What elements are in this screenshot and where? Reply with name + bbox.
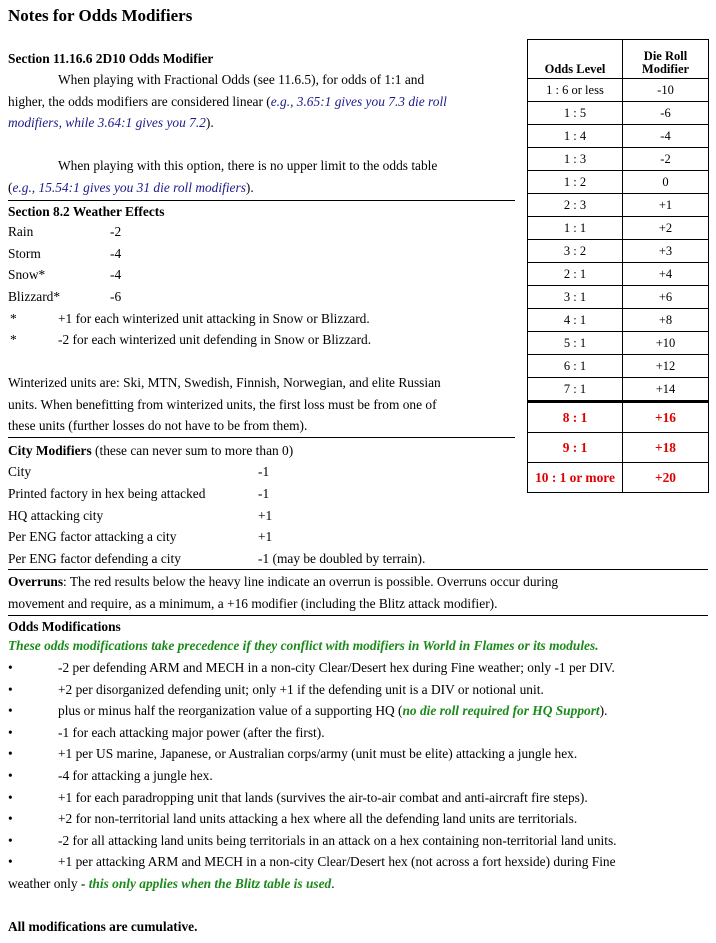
odds-cell: 1 : 5 [528, 102, 623, 125]
weather-note: -2 for each winterized unit defending in Snow or Blizzard. [58, 332, 372, 347]
city-row: Per ENG factor defending a city [8, 551, 181, 566]
odds-mod-item: -4 for attacking a jungle hex. [58, 768, 213, 783]
weather-row: Storm [8, 246, 41, 261]
modifier-cell: +12 [623, 355, 709, 378]
city-row: HQ attacking city [8, 508, 104, 523]
modifier-cell: +3 [623, 240, 709, 263]
modifier-cell: -6 [623, 102, 709, 125]
odds-mod-item: +1 for each paradropping unit that lands (survives the air-to-air combat and anti-aircraft fire steps). [58, 790, 588, 805]
bullet: • [8, 703, 13, 718]
weather-row: Snow* [8, 267, 46, 282]
odds-cell: 8 : 1 [528, 402, 623, 433]
table-row [528, 332, 709, 355]
modifier-cell: -10 [623, 79, 709, 102]
city-value: -1 [258, 464, 270, 479]
odds-cell: 1 : 6 or less [528, 79, 623, 102]
odds-mod-item: plus or minus half the reorganization value of a supporting HQ (no die roll required for HQ Support). [58, 703, 608, 718]
bullet: • [8, 854, 13, 869]
modifier-cell: +8 [623, 309, 709, 332]
table-row [528, 171, 709, 194]
odds-cell: 9 : 1 [528, 433, 623, 463]
divider [8, 615, 708, 616]
section-city-heading: City Modifiers (these can never sum to more than 0) [8, 443, 294, 458]
modifier-cell: +14 [623, 378, 709, 402]
modifier-cell: -2 [623, 148, 709, 171]
weather-value: -2 [110, 224, 122, 239]
modifier-cell: +20 [623, 463, 709, 493]
table-row [528, 79, 709, 102]
odds-paragraph-1-line-1: When playing with Fractional Odds (see 11.6.5), for odds of 1:1 and [58, 72, 425, 87]
modifier-cell: +2 [623, 217, 709, 240]
weather-note: +1 for each winterized unit attacking in Snow or Blizzard. [58, 311, 370, 326]
table-row [528, 217, 709, 240]
modifier-cell: -4 [623, 125, 709, 148]
overruns-line-1: Overruns: The red results below the heavy line indicate an overrun is possible. Overruns occur during [8, 574, 559, 589]
odds-mod-item: +2 per disorganized defending unit; only +1 if the defending unit is a DIV or notional unit. [58, 682, 544, 697]
weather-value: -4 [110, 246, 122, 261]
odds-cell: 4 : 1 [528, 309, 623, 332]
bullet: • [8, 790, 13, 805]
odds-cell: 1 : 2 [528, 171, 623, 194]
odds-mods-heading: Odds Modifications [8, 619, 121, 634]
city-row: Per ENG factor attacking a city [8, 529, 177, 544]
city-value: -1 (may be doubled by terrain). [258, 551, 426, 566]
odds-cell: 2 : 3 [528, 194, 623, 217]
modifier-cell: +16 [623, 402, 709, 433]
table-row [528, 355, 709, 378]
odds-cell: 1 : 4 [528, 125, 623, 148]
odds-level-header: Odds Level [528, 40, 623, 79]
weather-row: Rain [8, 224, 34, 239]
odds-mod-item: +1 per attacking ARM and MECH in a non-city Clear/Desert hex (not across a fort hexside) during Fine [58, 854, 616, 869]
odds-paragraph-2-line-2: (e.g., 15.54:1 gives you 31 die roll modifiers). [8, 180, 254, 195]
odds-paragraph-1-line-3: modifiers, while 3.64:1 gives you 7.2). [8, 115, 214, 130]
odds-mod-item: -1 for each attacking major power (after the first). [58, 725, 325, 740]
winterized-line-3: these units (further losses do not have to be from them). [8, 418, 308, 433]
winterized-line-2: units. When benefitting from winterized units, the first loss must be from one of [8, 397, 437, 412]
city-row: Printed factory in hex being attacked [8, 486, 206, 501]
weather-value: -6 [110, 289, 122, 304]
overruns-line-2: movement and require, as a minimum, a +16 modifier (including the Blitz attack modifier). [8, 596, 498, 611]
page-title: Notes for Odds Modifiers [8, 6, 193, 25]
odds-cell: 3 : 1 [528, 286, 623, 309]
weather-note-mark: * [10, 311, 17, 326]
modifier-cell: +6 [623, 286, 709, 309]
table-row [528, 309, 709, 332]
table-row [528, 125, 709, 148]
city-value: -1 [258, 486, 270, 501]
table-row [528, 263, 709, 286]
table-row [528, 240, 709, 263]
bullet: • [8, 682, 13, 697]
weather-note-mark: * [10, 332, 17, 347]
city-value: +1 [258, 529, 273, 544]
odds-cell: 3 : 2 [528, 240, 623, 263]
table-row [528, 286, 709, 309]
weather-row: Blizzard* [8, 289, 61, 304]
overrun-row [528, 402, 709, 433]
odds-cell: 1 : 3 [528, 148, 623, 171]
bullet: • [8, 660, 13, 675]
modifier-cell: +10 [623, 332, 709, 355]
odds-mod-item: +2 for non-territorial land units attacking a hex where all the defending land units are territorials. [58, 811, 578, 826]
odds-cell: 2 : 1 [528, 263, 623, 286]
odds-paragraph-1-line-2: higher, the odds modifiers are considered linear (e.g., 3.65:1 gives you 7.3 die roll [8, 94, 447, 109]
odds-paragraph-2-line-1: When playing with this option, there is no upper limit to the odds table [58, 158, 438, 173]
bullet: • [8, 768, 13, 783]
divider [8, 437, 515, 438]
odds-mod-item: -2 for all attacking land units being territorials in an attack on a hex containing non-territorial land units. [58, 833, 617, 848]
modifier-cell: +1 [623, 194, 709, 217]
bullet: • [8, 833, 13, 848]
table-row [528, 194, 709, 217]
city-row: City [8, 464, 32, 479]
odds-cell: 7 : 1 [528, 378, 623, 402]
odds-cell: 5 : 1 [528, 332, 623, 355]
modifier-cell: +4 [623, 263, 709, 286]
weather-value: -4 [110, 267, 122, 282]
odds-mod-item: +1 per US marine, Japanese, or Australian corps/army (unit must be elite) attacking a jungle hex. [58, 746, 578, 761]
odds-table [527, 39, 709, 493]
section-odds-heading: Section 11.16.6 2D10 Odds Modifier [8, 51, 214, 66]
odds-mod-item-continuation: weather only - this only applies when the Blitz table is used. [8, 876, 335, 891]
bullet: • [8, 811, 13, 826]
bullet: • [8, 746, 13, 761]
divider [8, 200, 515, 201]
odds-cell: 1 : 1 [528, 217, 623, 240]
winterized-line-1: Winterized units are: Ski, MTN, Swedish, Finnish, Norwegian, and elite Russian [8, 375, 441, 390]
odds-cell: 6 : 1 [528, 355, 623, 378]
odds-cell: 10 : 1 or more [528, 463, 623, 493]
bullet: • [8, 725, 13, 740]
section-weather-heading: Section 8.2 Weather Effects [8, 204, 165, 219]
table-row [528, 148, 709, 171]
odds-mods-footer: All modifications are cumulative. [8, 919, 198, 934]
divider [8, 569, 708, 570]
overrun-row [528, 463, 709, 493]
odds-mod-item: -2 per defending ARM and MECH in a non-city Clear/Desert hex during Fine weather; only -1 per DIV. [58, 660, 615, 675]
die-roll-modifier-header: Die Roll Modifier [623, 40, 709, 79]
odds-mods-precedence: These odds modifications take precedence if they conflict with modifiers in World in Flames or its modules. [8, 638, 599, 653]
table-row [528, 378, 709, 402]
table-row [528, 102, 709, 125]
modifier-cell: 0 [623, 171, 709, 194]
modifier-cell: +18 [623, 433, 709, 463]
overrun-row [528, 433, 709, 463]
city-value: +1 [258, 508, 273, 523]
